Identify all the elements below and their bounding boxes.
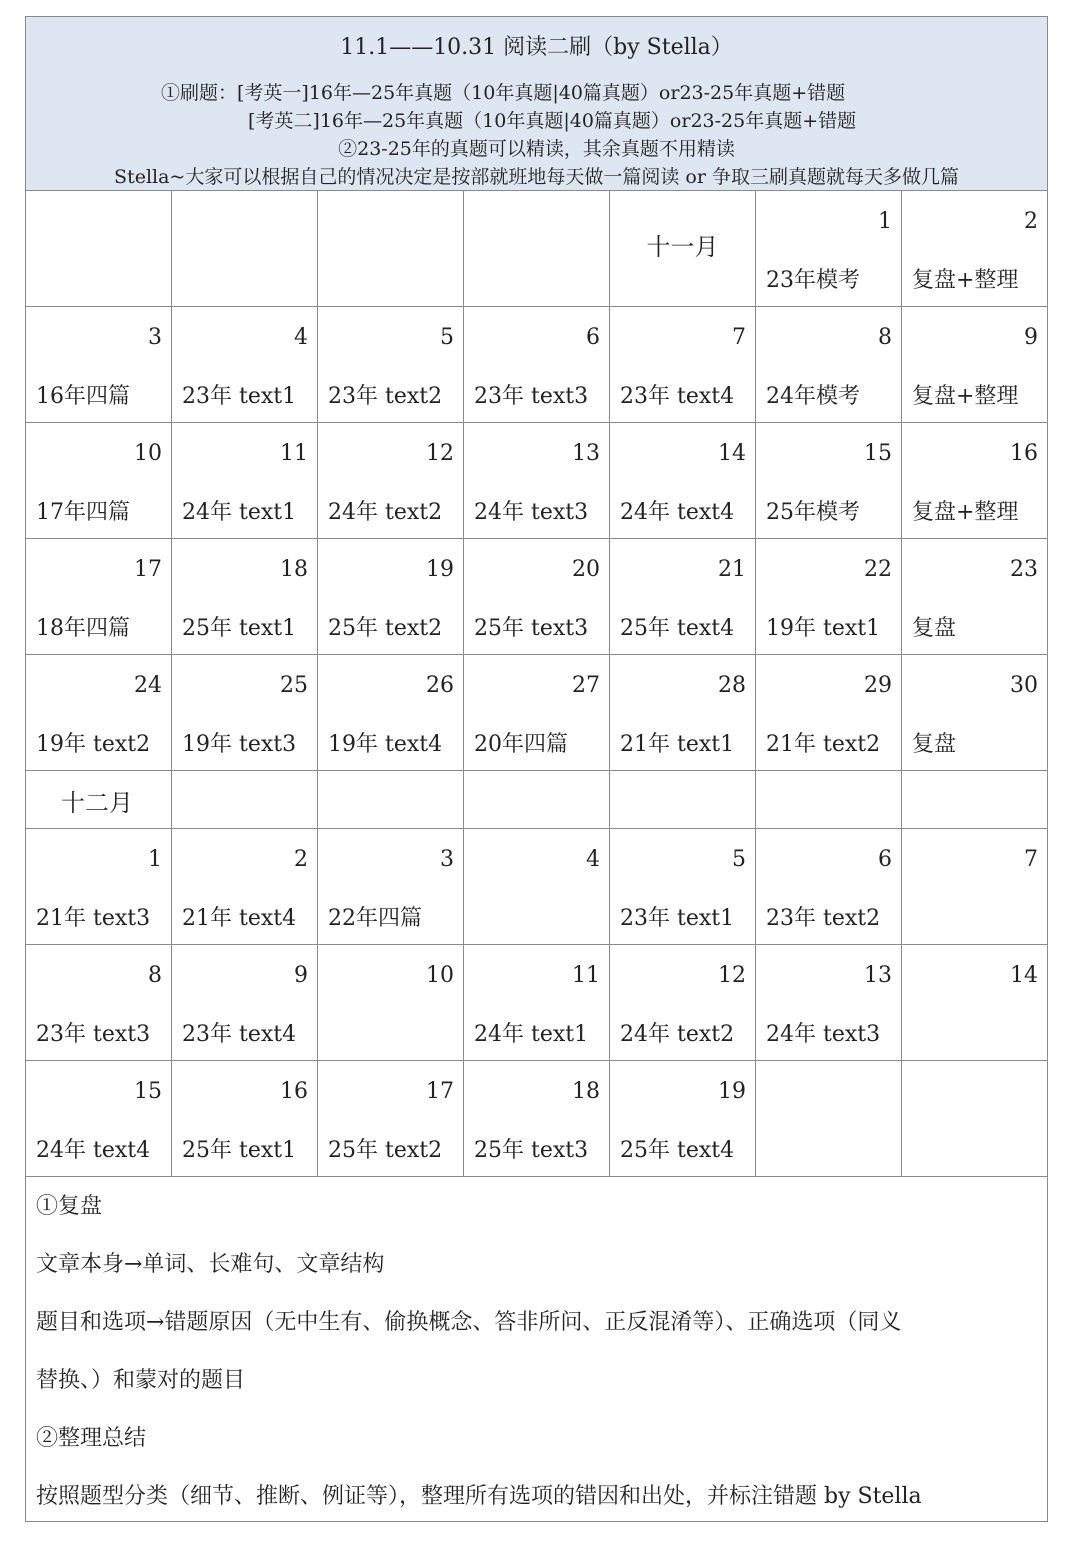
day-number: 4 xyxy=(294,325,308,350)
calendar-day-cell xyxy=(172,423,318,538)
calendar-day-cell xyxy=(756,945,902,1060)
day-number: 27 xyxy=(572,673,600,698)
calendar-week-row xyxy=(26,829,1047,945)
calendar-day-cell xyxy=(26,945,172,1060)
calendar-day-cell xyxy=(902,655,1047,770)
day-number: 20 xyxy=(572,557,600,582)
day-number: 10 xyxy=(134,441,162,466)
day-task: 23年 text2 xyxy=(328,384,443,409)
month-label-november: 十一月 xyxy=(646,233,719,261)
calendar-day-cell xyxy=(902,539,1047,654)
day-number: 18 xyxy=(572,1079,600,1104)
day-number: 10 xyxy=(426,963,454,988)
day-task: 23年模考 xyxy=(766,268,860,293)
day-task: 22年四篇 xyxy=(328,906,422,931)
day-task: 19年 text1 xyxy=(766,616,881,641)
day-number: 17 xyxy=(426,1079,454,1104)
notes-heading-summary: ②整理总结 xyxy=(36,1426,147,1451)
calendar-day-cell xyxy=(172,771,318,828)
day-number: 9 xyxy=(294,963,308,988)
day-task: 23年 text3 xyxy=(36,1022,151,1047)
day-task: 复盘+整理 xyxy=(912,384,1019,409)
day-task: 19年 text3 xyxy=(182,732,297,757)
day-task: 21年 text3 xyxy=(36,906,151,931)
calendar-day-cell xyxy=(26,539,172,654)
calendar-day-cell xyxy=(464,945,610,1060)
calendar-day-cell xyxy=(172,945,318,1060)
calendar-day-cell xyxy=(26,307,172,422)
day-number: 26 xyxy=(426,673,454,698)
day-number: 7 xyxy=(732,325,746,350)
notes-line: 按照题型分类（细节、推断、例证等），整理所有选项的错因和出处，并标注错题 by Stella xyxy=(36,1484,922,1509)
day-number: 28 xyxy=(718,673,746,698)
day-task: 复盘 xyxy=(912,732,957,757)
calendar-day-cell xyxy=(26,829,172,944)
day-number: 16 xyxy=(280,1079,308,1104)
day-number: 8 xyxy=(878,325,892,350)
day-task: 25年 text3 xyxy=(474,616,589,641)
calendar-day-cell xyxy=(902,423,1047,538)
day-number: 14 xyxy=(718,441,746,466)
calendar-day-cell xyxy=(464,539,610,654)
calendar-day-cell xyxy=(464,1061,610,1176)
day-task: 21年 text1 xyxy=(620,732,735,757)
day-number: 12 xyxy=(718,963,746,988)
day-task: 21年 text2 xyxy=(766,732,881,757)
calendar-day-cell xyxy=(464,771,610,828)
day-number: 1 xyxy=(148,847,162,872)
calendar-day-cell xyxy=(318,771,464,828)
day-number: 23 xyxy=(1010,557,1038,582)
notes-line: 替换、）和蒙对的题目 xyxy=(36,1368,246,1393)
calendar-day-cell xyxy=(902,307,1047,422)
day-task: 25年 text2 xyxy=(328,616,443,641)
day-number: 2 xyxy=(1024,209,1038,234)
calendar-day-cell xyxy=(464,655,610,770)
calendar-day-cell xyxy=(26,1061,172,1176)
day-task: 23年 text3 xyxy=(474,384,589,409)
month-label-december: 十二月 xyxy=(61,789,133,817)
day-task: 复盘 xyxy=(912,616,957,641)
calendar-day-cell xyxy=(26,771,172,828)
day-task: 24年 text2 xyxy=(328,500,443,525)
calendar-day-cell xyxy=(756,655,902,770)
calendar-day-cell xyxy=(902,829,1047,944)
day-number: 24 xyxy=(134,673,162,698)
day-number: 15 xyxy=(864,441,892,466)
day-task: 23年 text1 xyxy=(182,384,297,409)
calendar-week-row xyxy=(26,771,1047,829)
day-number: 3 xyxy=(148,325,162,350)
day-task: 20年四篇 xyxy=(474,732,568,757)
day-task: 复盘+整理 xyxy=(912,500,1019,525)
calendar-day-cell xyxy=(610,829,756,944)
calendar-day-cell xyxy=(610,771,756,828)
day-number: 7 xyxy=(1024,847,1038,872)
calendar-day-cell xyxy=(756,1061,902,1176)
notes-line: 题目和选项→错题原因（无中生有、偷换概念、答非所问、正反混淆等）、正确选项（同义 xyxy=(36,1310,902,1335)
notes-line: 文章本身→单词、长难句、文章结构 xyxy=(36,1252,385,1277)
day-task: 24年 text4 xyxy=(620,500,735,525)
calendar-day-cell xyxy=(172,1061,318,1176)
calendar-day-cell xyxy=(756,307,902,422)
calendar-day-cell xyxy=(756,829,902,944)
plan-header xyxy=(26,17,1047,191)
calendar-day-cell xyxy=(26,191,172,306)
day-task: 25年 text1 xyxy=(182,1138,297,1163)
day-task: 23年 text2 xyxy=(766,906,881,931)
day-task: 24年 text1 xyxy=(474,1022,589,1047)
calendar-day-cell xyxy=(318,191,464,306)
day-number: 6 xyxy=(586,325,600,350)
calendar-day-cell xyxy=(172,307,318,422)
calendar-week-row xyxy=(26,539,1047,655)
day-task: 16年四篇 xyxy=(36,384,130,409)
calendar-day-cell xyxy=(610,191,756,306)
day-number: 17 xyxy=(134,557,162,582)
plan-note-3: ②23-25年的真题可以精读，其余真题不用精读 xyxy=(338,138,735,160)
calendar-day-cell xyxy=(464,423,610,538)
day-task: 24年 text3 xyxy=(766,1022,881,1047)
day-task: 21年 text4 xyxy=(182,906,297,931)
calendar-day-cell xyxy=(756,191,902,306)
day-task: 复盘+整理 xyxy=(912,268,1019,293)
day-task: 23年 text4 xyxy=(620,384,735,409)
day-number: 2 xyxy=(294,847,308,872)
day-number: 5 xyxy=(732,847,746,872)
calendar-day-cell xyxy=(464,829,610,944)
day-number: 1 xyxy=(878,209,892,234)
plan-title: 11.1——10.31 阅读二刷（by Stella） xyxy=(340,35,733,60)
day-task: 24年模考 xyxy=(766,384,860,409)
day-number: 13 xyxy=(572,441,600,466)
calendar-week-row xyxy=(26,423,1047,539)
day-task: 24年 text2 xyxy=(620,1022,735,1047)
day-number: 6 xyxy=(878,847,892,872)
day-task: 18年四篇 xyxy=(36,616,130,641)
day-number: 21 xyxy=(718,557,746,582)
study-plan-sheet xyxy=(25,16,1048,1522)
day-task: 25年 text3 xyxy=(474,1138,589,1163)
day-number: 11 xyxy=(280,441,308,466)
day-number: 13 xyxy=(864,963,892,988)
calendar-day-cell xyxy=(902,191,1047,306)
plan-note-2: [考英二]16年—25年真题（10年真题|40篇真题）or23-25年真题+错题 xyxy=(248,110,857,132)
day-number: 9 xyxy=(1024,325,1038,350)
day-task: 24年 text3 xyxy=(474,500,589,525)
day-number: 19 xyxy=(718,1079,746,1104)
calendar-day-cell xyxy=(172,191,318,306)
day-task: 25年 text4 xyxy=(620,616,735,641)
calendar-day-cell xyxy=(318,945,464,1060)
calendar-day-cell xyxy=(610,1061,756,1176)
calendar-day-cell xyxy=(756,771,902,828)
calendar-week-row xyxy=(26,655,1047,771)
calendar-day-cell xyxy=(902,1061,1047,1176)
plan-note-4: Stella~大家可以根据自己的情况决定是按部就班地每天做一篇阅读 or 争取三刷真题就每天多做几篇 xyxy=(114,166,959,188)
day-number: 22 xyxy=(864,557,892,582)
day-number: 15 xyxy=(134,1079,162,1104)
day-number: 25 xyxy=(280,673,308,698)
calendar-week-row xyxy=(26,307,1047,423)
calendar-day-cell xyxy=(610,655,756,770)
day-number: 8 xyxy=(148,963,162,988)
day-number: 30 xyxy=(1010,673,1038,698)
calendar-day-cell xyxy=(172,655,318,770)
day-number: 11 xyxy=(572,963,600,988)
calendar-day-cell xyxy=(318,1061,464,1176)
calendar-day-cell xyxy=(172,539,318,654)
calendar-week-row xyxy=(26,191,1047,307)
calendar-day-cell xyxy=(26,423,172,538)
day-number: 19 xyxy=(426,557,454,582)
calendar-day-cell xyxy=(318,307,464,422)
calendar-day-cell xyxy=(610,423,756,538)
calendar-day-cell xyxy=(756,423,902,538)
calendar-day-cell xyxy=(464,307,610,422)
calendar-day-cell xyxy=(902,945,1047,1060)
day-number: 16 xyxy=(1010,441,1038,466)
day-task: 25年 text1 xyxy=(182,616,297,641)
day-number: 4 xyxy=(586,847,600,872)
calendar-day-cell xyxy=(610,945,756,1060)
day-task: 19年 text2 xyxy=(36,732,151,757)
calendar-day-cell xyxy=(318,539,464,654)
day-task: 19年 text4 xyxy=(328,732,443,757)
day-number: 29 xyxy=(864,673,892,698)
day-task: 17年四篇 xyxy=(36,500,130,525)
day-task: 23年 text4 xyxy=(182,1022,297,1047)
calendar-day-cell xyxy=(318,655,464,770)
calendar-day-cell xyxy=(172,829,318,944)
day-task: 25年 text2 xyxy=(328,1138,443,1163)
calendar-grid xyxy=(26,191,1047,1177)
day-number: 5 xyxy=(440,325,454,350)
calendar-day-cell xyxy=(464,191,610,306)
plan-note-1: ①刷题：[考英一]16年—25年真题（10年真题|40篇真题）or23-25年真题+错题 xyxy=(161,82,846,104)
calendar-day-cell xyxy=(318,829,464,944)
calendar-day-cell xyxy=(318,423,464,538)
calendar-day-cell xyxy=(902,771,1047,828)
calendar-day-cell xyxy=(756,539,902,654)
day-number: 3 xyxy=(440,847,454,872)
calendar-day-cell xyxy=(610,307,756,422)
day-number: 18 xyxy=(280,557,308,582)
calendar-week-row xyxy=(26,1061,1047,1177)
day-task: 24年 text1 xyxy=(182,500,297,525)
calendar-week-row xyxy=(26,945,1047,1061)
day-task: 25年 text4 xyxy=(620,1138,735,1163)
day-task: 25年模考 xyxy=(766,500,860,525)
day-task: 23年 text1 xyxy=(620,906,735,931)
calendar-day-cell xyxy=(610,539,756,654)
day-number: 14 xyxy=(1010,963,1038,988)
day-number: 12 xyxy=(426,441,454,466)
day-task: 24年 text4 xyxy=(36,1138,151,1163)
notes-heading-review: ①复盘 xyxy=(36,1194,103,1219)
calendar-day-cell xyxy=(26,655,172,770)
